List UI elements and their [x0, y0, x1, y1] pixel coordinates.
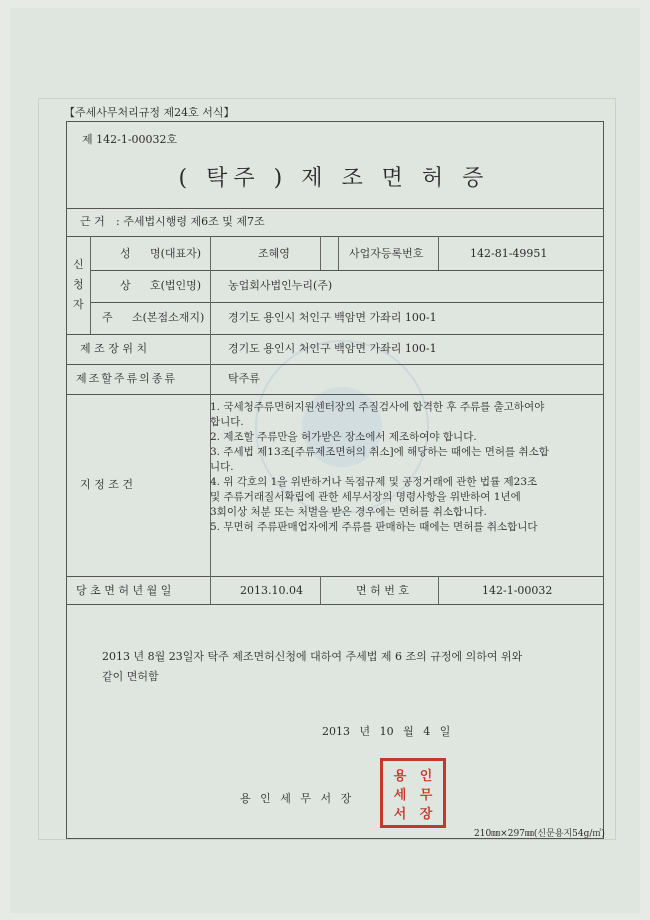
condition-line: 3. 주세법 제13조[주류제조면허의 취소]에 해당하는 때에는 면허를 취소합 [210, 446, 549, 458]
col-divider [338, 236, 339, 270]
seal-character: 세 [393, 788, 407, 803]
row-divider [66, 334, 603, 335]
plant-location-label: 제 조 장 위 치 [80, 342, 148, 355]
condition-line: 합니다. [210, 416, 244, 428]
condition-line: 1. 국세청주류면허지원센터장의 주질검사에 합격한 후 주류를 출고하여야 [210, 401, 545, 413]
row-divider [90, 270, 603, 271]
bizno-value: 142-81-49951 [470, 247, 548, 260]
license-date-value: 2013.10.04 [240, 584, 303, 597]
seal-character: 인 [419, 769, 433, 784]
name-label-rest: 명(대표자) [150, 247, 202, 260]
applicant-label-1: 신 [73, 258, 84, 271]
applicant-label-3: 자 [73, 298, 84, 311]
seal-character: 서 [393, 807, 407, 822]
certificate-number: 제 142-1-00032호 [82, 133, 178, 146]
seal-character: 용 [393, 769, 407, 784]
row-divider [66, 394, 603, 395]
license-number-label: 면 허 번 호 [356, 584, 409, 597]
condition-line: 및 주류거래질서확립에 관한 세무서장의 명령사항을 위반하여 1년에 [210, 491, 521, 503]
liquor-type-value: 탁주류 [228, 372, 260, 385]
col-divider [438, 236, 439, 270]
trade-label-rest: 호(법인명) [150, 279, 202, 292]
issue-date: 2013 년 10 월 4 일 [322, 725, 451, 738]
name-label-first: 성 [120, 247, 131, 260]
liquor-type-label: 제조할주류의종류 [76, 372, 178, 385]
form-reference: 【주세사무처리규정 제24호 서식】 [64, 106, 235, 119]
address-value: 경기도 용인시 처인구 백암면 가좌리 100-1 [228, 311, 437, 324]
certificate-title: ( 탁주 ) 제 조 면 허 증 [178, 166, 490, 191]
closing-line: 같이 면허함 [102, 670, 159, 683]
row-divider [66, 208, 603, 209]
trade-label-first: 상 [120, 279, 131, 292]
license-number-value: 142-1-00032 [482, 584, 553, 597]
col-divider [320, 236, 321, 270]
applicant-label-2: 청 [73, 278, 84, 291]
row-divider [66, 364, 603, 365]
row-divider [66, 576, 603, 577]
row-divider [90, 302, 603, 303]
col-divider [320, 576, 321, 604]
closing-statement [102, 647, 522, 687]
condition-line: 4. 위 각호의 1을 위반하거나 독점규제 및 공정거래에 관한 법률 제23조 [210, 476, 538, 488]
issuing-office: 용 인 세 무 서 장 [240, 792, 355, 805]
trade-value: 농업회사법인누리(주) [228, 279, 333, 292]
basis-value: : 주세법시행령 제6조 및 제7조 [116, 215, 265, 228]
bizno-label: 사업자등록번호 [349, 247, 424, 260]
conditions-list [210, 400, 595, 535]
conditions-label: 지 정 조 건 [80, 478, 133, 491]
condition-line: 니다. [210, 461, 234, 473]
seal-character: 무 [419, 788, 433, 803]
row-divider [66, 236, 603, 237]
basis-label: 근 거 [80, 215, 105, 228]
license-date-label: 당 초 면 허 년 월 일 [76, 584, 172, 597]
paper-specification: 210㎜×297㎜(신문용지54g/㎡) [474, 829, 605, 839]
condition-line: 5. 무면허 주류판매업자에게 주류를 판매하는 때에는 면허를 취소합니다 [210, 521, 538, 533]
row-divider [66, 604, 603, 605]
condition-line: 3회이상 처분 또는 처벌을 받은 경우에는 면허를 취소합니다. [210, 506, 487, 518]
plant-location-value: 경기도 용인시 처인구 백암면 가좌리 100-1 [228, 342, 437, 355]
name-value: 조혜영 [258, 247, 290, 260]
address-label-rest: 소(본점소재지) [132, 311, 205, 324]
seal-character: 장 [419, 807, 433, 822]
closing-line: 2013 년 8월 23일자 탁주 제조면허신청에 대하여 주세법 제 6 조의 규정에 의하여 위와 [102, 650, 523, 663]
official-seal-stamp [380, 758, 446, 828]
col-divider [90, 236, 91, 334]
condition-line: 2. 제조할 주류만을 허가받은 장소에서 제조하여야 합니다. [210, 431, 477, 443]
col-divider [438, 576, 439, 604]
address-label-first: 주 [102, 311, 113, 324]
